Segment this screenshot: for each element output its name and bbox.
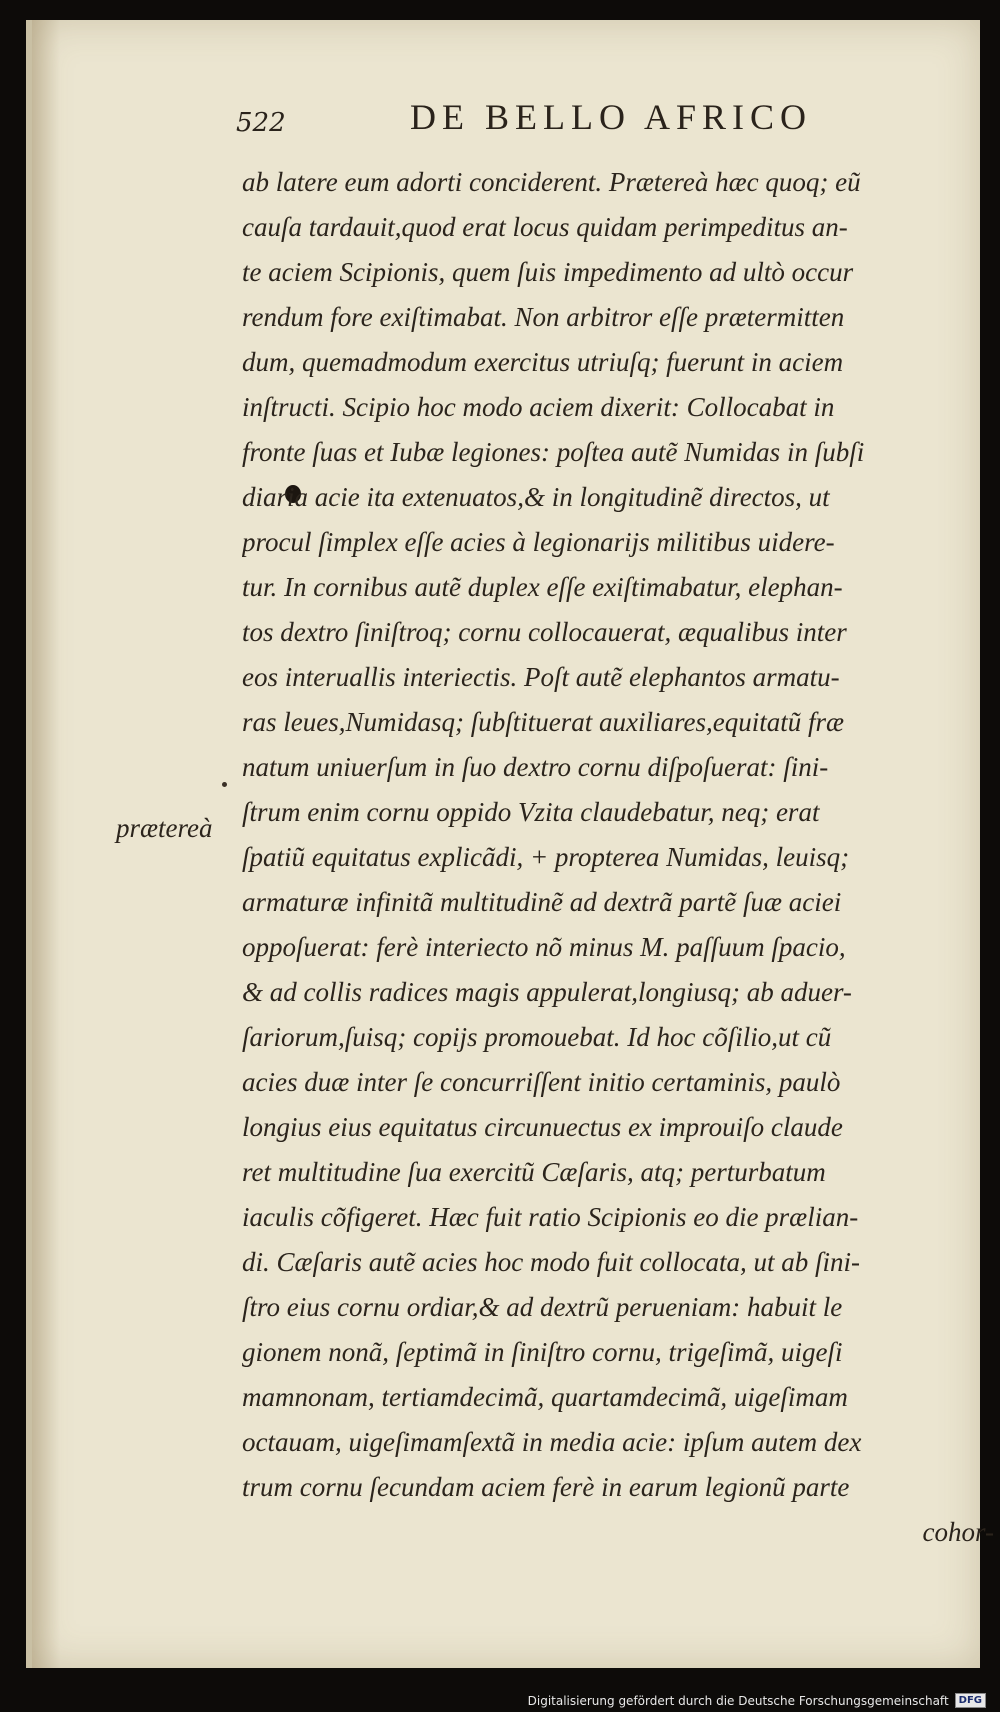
text-line: oppoſuerat: ferè interiecto nõ minus M. paſſuum ſpacio, (242, 932, 846, 962)
text-line: ſariorum,ſuisq; copijs promouebat. Id hoc cõſilio,ut cũ (242, 1022, 832, 1052)
page-header (32, 96, 980, 146)
text-line: ab latere eum adorti conciderent. Prætereà hæc quoq; eũ (242, 167, 861, 197)
text-line: gionem nonã, ſeptimã in ſiniſtro cornu, trigeſimã, uigeſi (242, 1337, 843, 1367)
marginal-note: prætereà (116, 813, 213, 843)
text-line: di. Cæſaris autẽ acies hoc modo fuit collocata, ut ab ſini- (242, 1247, 860, 1277)
text-line: rendum fore exiſtimabat. Non arbitror eſſe prætermitten (242, 302, 845, 332)
digitization-footer (528, 1693, 986, 1708)
book-page (26, 20, 994, 1668)
text-line: natum uniuerſum in ſuo dextro cornu diſpoſuerat: ſini- (242, 752, 829, 782)
dfg-logo: DFG (955, 1693, 986, 1708)
text-line: & ad collis radices magis appulerat,longiusq; ab aduer- (242, 977, 852, 1007)
text-line: dum, quemadmodum exercitus utriuſq; fuerunt in aciem (242, 347, 844, 377)
text-line: mamnonam, tertiamdecimã, quartamdecimã, uigeſimam (242, 1382, 848, 1412)
text-line: diaria acie ita extenuatos,& in longitudinẽ directos, ut (242, 482, 830, 512)
text-line: ſtro eius cornu ordiar,& ad dextrũ perueniam: habuit le (242, 1292, 843, 1322)
running-head: DE BELLO AFRICO (410, 97, 813, 137)
text-line: trum cornu ſecundam aciem ferè in earum legionũ parte (242, 1472, 850, 1502)
text-line: longius eius equitatus circunuectus ex improuiſo claude (242, 1112, 843, 1142)
page-number: 522 (236, 108, 286, 138)
text-line: tur. In cornibus autẽ duplex eſſe exiſtimabatur, elephan- (242, 572, 843, 602)
text-line: inſtructi. Scipio hoc modo aciem dixerit: Collocabat in (242, 392, 835, 422)
body-text (242, 160, 1000, 1555)
text-line: iaculis cõfigeret. Hæc fuit ratio Scipionis eo die prælian- (242, 1202, 859, 1232)
text-line: cauſa tardauit,quod erat locus quidam perimpeditus an- (242, 212, 848, 242)
text-line: eos interuallis interiectis. Poſt autẽ elephantos armatu- (242, 662, 840, 692)
text-line: tos dextro ſiniſtroq; cornu collocauerat, æqualibus inter (242, 617, 847, 647)
text-line: ret multitudine ſua exercitũ Cæſaris, atq; perturbatum (242, 1157, 826, 1187)
text-line: octauam, uigeſimamſextã in media acie: ipſum autem dex (242, 1427, 862, 1457)
text-line: te aciem Scipionis, quem ſuis impedimento ad ultò occur (242, 257, 854, 287)
text-line: fronte ſuas et Iubæ legiones: poſtea autẽ Numidas in ſubſi (242, 437, 865, 467)
text-line: procul ſimplex eſſe acies à legionarijs militibus uidere- (242, 527, 835, 557)
text-line: ras leues,Numidasq; ſubſtituerat auxiliares,equitatũ fræ (242, 707, 844, 737)
margin-dot (222, 782, 227, 787)
text-line: armaturæ infinitã multitudinẽ ad dextrã partẽ ſuæ aciei (242, 887, 842, 917)
text-line: cohor- (922, 1517, 994, 1547)
footer-credit: Digitalisierung gefördert durch die Deutsche Forschungsgemeinschaft (527, 1693, 949, 1708)
text-line: ſpatiũ equitatus explicãdi, + propterea Numidas, leuisq; (242, 842, 850, 872)
text-line: acies duæ inter ſe concurriſſent initio certaminis, paulò (242, 1067, 841, 1097)
text-line: ſtrum enim cornu oppido Vzita claudebatur, neq; erat (242, 797, 820, 827)
